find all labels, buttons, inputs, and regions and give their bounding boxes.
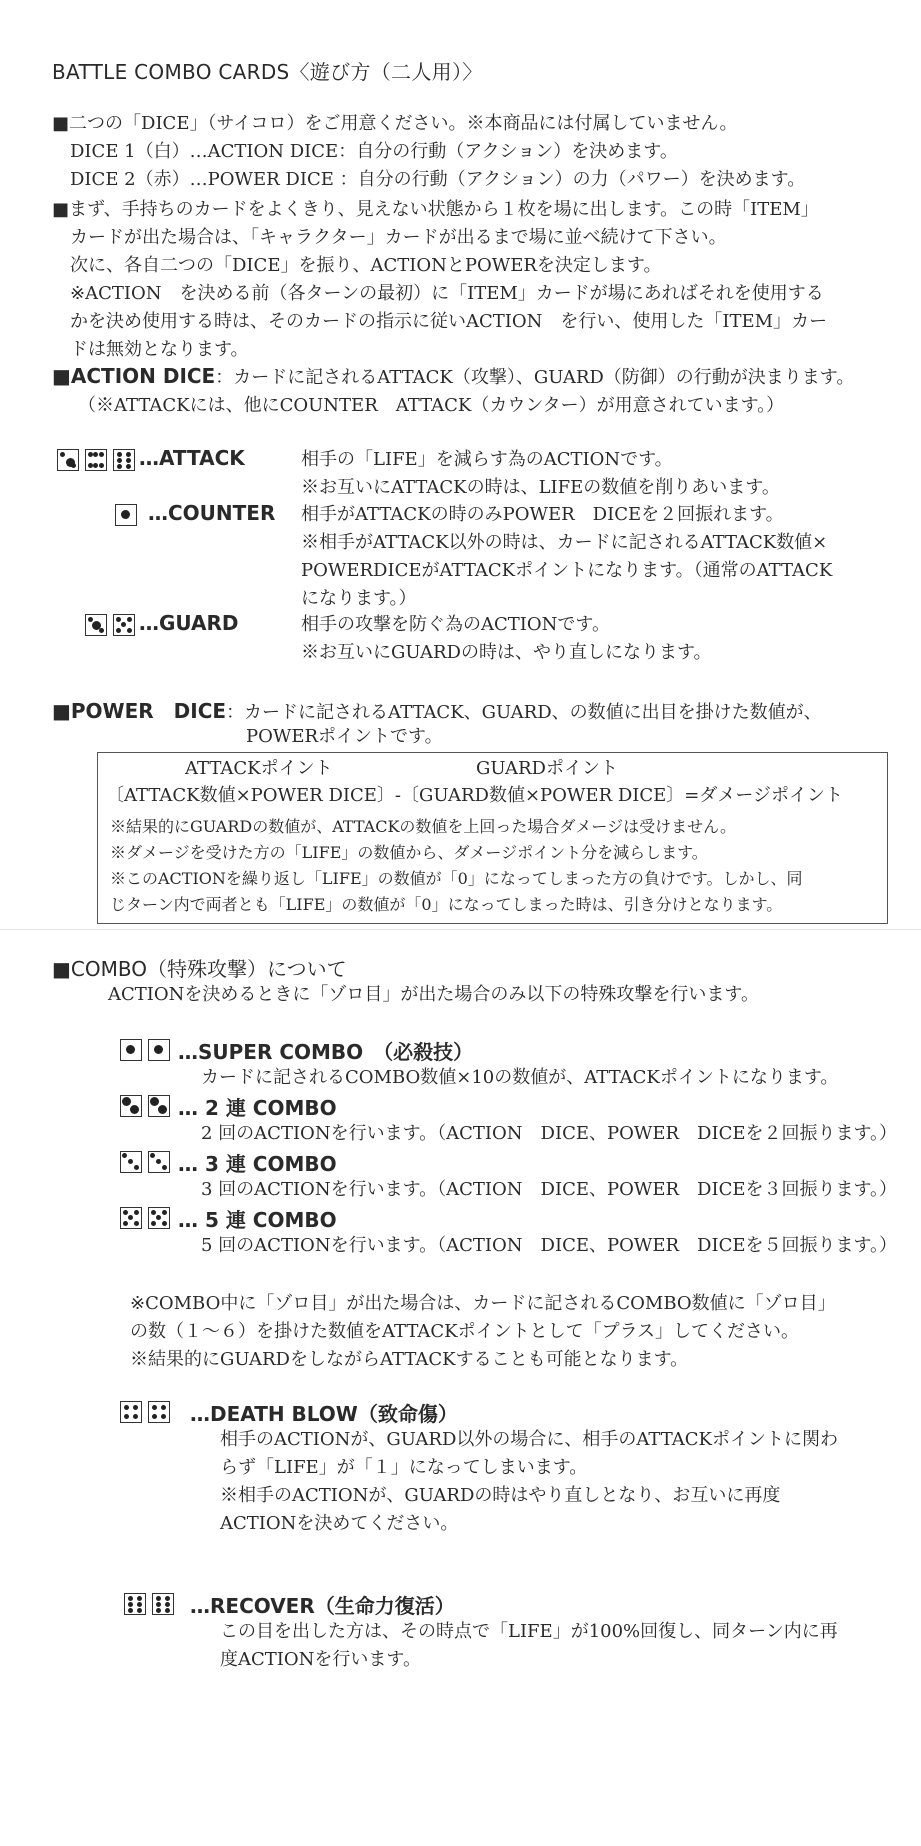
two-combo-desc: 2 回のACTIONを行います。（ACTION DICE、POWER DICEを２回振ります。）	[201, 1123, 898, 1144]
intro-line: ■まず、手持ちのカードをよくきり、見えない状態から１枚を場に出します。この時「ITEM」	[52, 199, 819, 220]
attack-desc: 相手の「LIFE」を減らす為のACTIONです。	[301, 449, 673, 470]
five-combo-desc: 5 回のACTIONを行います。（ACTION DICE、POWER DICEを５回振ります。）	[201, 1235, 898, 1256]
counter-desc: になります。）	[301, 588, 417, 609]
death-blow-desc: らず「LIFE」が「１」になってしまいます。	[220, 1457, 588, 1478]
combo-heading: ■COMBO（特殊攻撃）について	[52, 957, 347, 981]
five-combo-label: … 5 連 COMBO	[178, 1208, 337, 1232]
intro-line: かを決め使用する時は、そのカードの指示に従いACTION を行い、使用した「ITEM」カー	[70, 311, 828, 332]
three-combo-label: … 3 連 COMBO	[178, 1152, 337, 1176]
intro-line: DICE 1（白）…ACTION DICE：自分の行動（アクション）を決めます。	[70, 141, 678, 162]
combo-note: ※結果的にGUARDをしながらATTACKすることも可能となります。	[130, 1349, 689, 1370]
intro-line: ※ACTION を決める前（各ターンの最初）に「ITEM」カードが場にあればそれを使用する	[70, 283, 824, 304]
power-dice-text2: POWERポイントです。	[246, 726, 443, 747]
formula-note: ※このACTIONを繰り返し「LIFE」の数値が「0」になってしまった方の負けです。しかし、同	[110, 869, 803, 888]
super-combo-desc: カードに記されるCOMBO数値×10の数値が、ATTACKポイントになります。	[201, 1067, 839, 1088]
combo-note: の数（１～６）を掛けた数値をATTACKポイントとして「プラス」してください。	[130, 1321, 800, 1342]
page-title: BATTLE COMBO CARDS〈遊び方（二人用）〉	[52, 60, 483, 84]
three-combo-desc: 3 回のACTIONを行います。（ACTION DICE、POWER DICEを３回振ります。）	[201, 1179, 898, 1200]
attack-point-label: ATTACKポイント	[185, 758, 333, 779]
intro-line: ドは無効となります。	[70, 339, 249, 360]
action-dice-text: ：カードに記されるATTACK（攻撃）、GUARD（防御）の行動が決まります。	[215, 367, 855, 388]
action-dice-section	[52, 364, 854, 392]
counter-desc: POWERDICEがATTACKポイントになります。（通常のATTACK	[301, 560, 833, 581]
intro-line: ■二つの「DICE」（サイコロ）をご用意ください。※本商品には付属していません。	[52, 113, 738, 134]
counter-label: …COUNTER	[148, 501, 276, 525]
combo-intro: ACTIONを決めるときに「ゾロ目」が出た場合のみ以下の特殊攻撃を行います。	[108, 984, 759, 1005]
power-dice-heading: ■POWER DICE	[52, 699, 227, 723]
guard-desc: 相手の攻撃を防ぐ為のACTIONです。	[301, 614, 610, 635]
page-fold-line	[0, 929, 921, 930]
guard-desc: ※お互いにGUARDの時は、やり直しになります。	[301, 642, 712, 663]
intro-line: DICE 2（赤）…POWER DICE ：自分の行動（アクション）の力（パワー）を決めます。	[70, 169, 806, 190]
recover-desc: 度ACTIONを行います。	[220, 1649, 421, 1670]
recover-label: …RECOVER（生命力復活）	[190, 1594, 455, 1618]
counter-desc: 相手がATTACKの時のみPOWER DICEを２回振れます。	[301, 504, 784, 525]
formula-note: ※結果的にGUARDの数値が、ATTACKの数値を上回った場合ダメージは受けません。	[110, 817, 737, 836]
intro-line: 次に、各自二つの「DICE」を振り、ACTIONとPOWERを決定します。	[70, 255, 662, 276]
combo-note: ※COMBO中に「ゾロ目」が出た場合は、カードに記されるCOMBO数値に「ゾロ目」	[130, 1293, 836, 1314]
formula-note: じターン内で両者とも「LIFE」の数値が「0」になってしまった時は、引き分けとなります。	[110, 895, 783, 914]
attack-label: …ATTACK	[139, 446, 245, 470]
super-combo-label: …SUPER COMBO （必殺技）	[178, 1040, 474, 1064]
action-dice-heading: ■ACTION DICE	[52, 364, 216, 388]
intro-line: カードが出た場合は、「キャラクター」カードが出るまで場に並べ続けて下さい。	[70, 227, 727, 248]
damage-formula: 〔ATTACK数値×POWER DICE〕-〔GUARD数値×POWER DICE〕=ダメージポイント	[106, 785, 844, 806]
guard-label: …GUARD	[139, 611, 239, 635]
two-combo-label: … 2 連 COMBO	[178, 1096, 337, 1120]
death-blow-desc: ACTIONを決めてください。	[220, 1513, 459, 1534]
death-blow-label: …DEATH BLOW（致命傷）	[190, 1402, 458, 1426]
death-blow-desc: ※相手のACTIONが、GUARDの時はやり直しとなり、お互いに再度	[220, 1485, 781, 1506]
formula-note: ※ダメージを受けた方の「LIFE」の数値から、ダメージポイント分を減らします。	[110, 843, 708, 862]
counter-desc: ※相手がATTACK以外の時は、カードに記されるATTACK数値×	[301, 532, 828, 553]
death-blow-desc: 相手のACTIONが、GUARD以外の場合に、相手のATTACKポイントに関わ	[220, 1429, 838, 1450]
guard-point-label: GUARDポイント	[476, 758, 618, 779]
recover-desc: この目を出した方は、その時点で「LIFE」が100%回復し、同ターン内に再	[220, 1621, 838, 1642]
power-dice-text: ：カードに記されるATTACK、GUARD、の数値に出目を掛けた数値が、	[226, 702, 822, 723]
attack-desc: ※お互いにATTACKの時は、LIFEの数値を削りあいます。	[301, 477, 780, 498]
action-dice-note: （※ATTACKには、他にCOUNTER ATTACK（カウンター）が用意されています。）	[78, 395, 785, 416]
